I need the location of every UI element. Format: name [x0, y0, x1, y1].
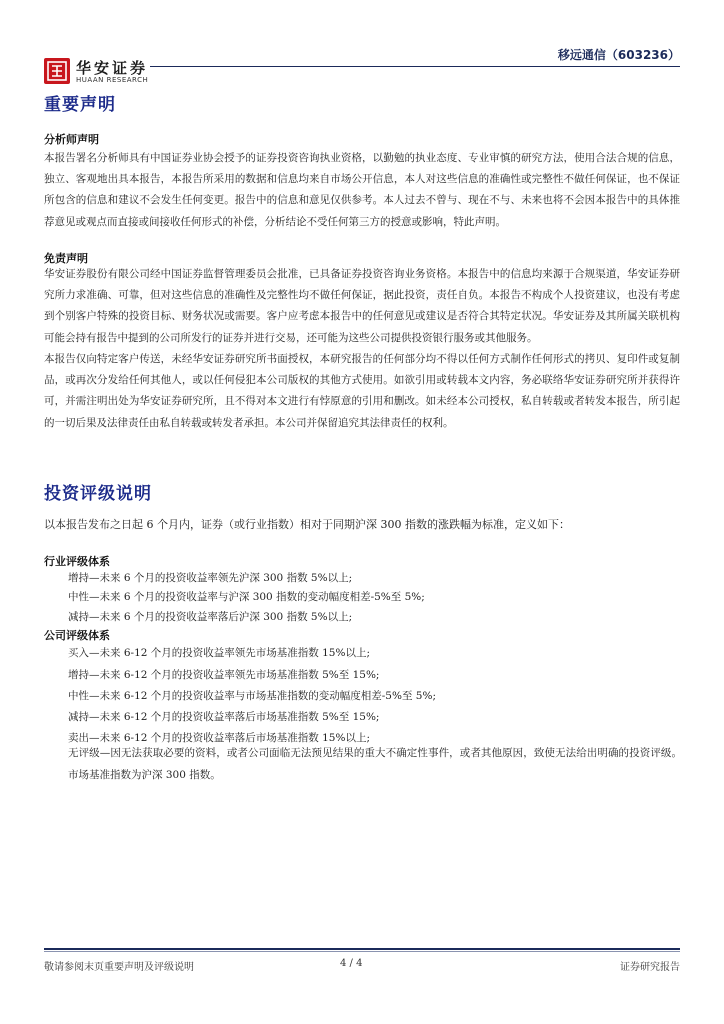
company-rating-neutral: 中性—未来 6-12 个月的投资收益率与市场基准指数的变动幅度相差-5%至 5%;	[68, 690, 437, 702]
page-header	[0, 0, 724, 90]
company-rating-buy: 买入—未来 6-12 个月的投资收益率领先市场基准指数 15%以上;	[68, 647, 370, 659]
disclaimer-title: 重要声明	[44, 95, 116, 115]
exemption-text-1: 华安证券股份有限公司经中国证券监督管理委员会批准，已具备证券投资咨询业务资格。本报告中的信息均来源于合规渠道，华安证券研究所力求准确、可靠，但对这些信息的准确性及完整性均不做任何保证，据此投资，责任自负。本报告不构成个人投资建议，也没有考虑到个别客户特殊的投资目标、财务状况或需要。客户应考虑本报告中的任何意见或建议是否符合其特定状况。华安证券及其所属关联机构可能会持有报告中提到的公司所发行的证券并进行交易，还可能为这些公司提供投资银行服务或其他服务。	[44, 268, 680, 344]
company-rating-underweight: 减持—未来 6-12 个月的投资收益率落后市场基准指数 5%至 15%;	[68, 711, 380, 723]
industry-rating-overweight: 增持—未来 6 个月的投资收益率领先沪深 300 指数 5%以上;	[68, 572, 353, 584]
footer-divider-thin	[44, 951, 680, 952]
industry-rating-heading: 行业评级体系	[44, 555, 110, 568]
page-number: 4 / 4	[340, 958, 363, 969]
footer-divider	[44, 948, 680, 950]
no-rating-text: 无评级—因无法获取必要的资料，或者公司面临无法预见结果的重大不确定性事件，或者其他原因，致使无法给出明确的投资评级。 市场基准指数为沪深 300 指数。	[68, 747, 682, 781]
footer-note: 敬请参阅末页重要声明及评级说明	[44, 962, 194, 973]
industry-rating-neutral: 中性—未来 6 个月的投资收益率与沪深 300 指数的变动幅度相差-5%至 5%;	[68, 591, 425, 603]
exemption-text-2: 本报告仅向特定客户传送，未经华安证券研究所书面授权，本研究报告的任何部分均不得以任何方式制作任何形式的拷贝、复印件或复制品，或再次分发给任何其他人，或以任何侵犯本公司版权的其他方式使用。如欲引用或转载本文内容，务必联络华安证券研究所并获得许可，并需注明出处为华安证券研究所，且不得对本文进行有悖原意的引用和删改。如未经本公司授权，私自转载或者转发本报告，所引起的一切后果及法律责任由私自转载或转发者承担。本公司并保留追究其法律责任的权利。	[44, 353, 680, 429]
logo-text: 华安证券	[76, 59, 149, 77]
industry-rating-underweight: 减持—未来 6 个月的投资收益率落后沪深 300 指数 5%以上;	[68, 611, 353, 623]
company-rating-sell: 卖出—未来 6-12 个月的投资收益率落后市场基准指数 15%以上;	[68, 732, 370, 744]
ratings-intro: 以本报告发布之日起 6 个月内，证券（或行业指数）相对于同期沪深 300 指数的涨跌幅为标准，定义如下：	[44, 518, 570, 531]
company-rating-heading: 公司评级体系	[44, 629, 110, 642]
company-rating-overweight: 增持—未来 6-12 个月的投资收益率领先市场基准指数 5%至 15%;	[68, 669, 380, 681]
analyst-statement-heading: 分析师声明	[44, 133, 99, 146]
footer-report-type: 证券研究报告	[620, 962, 680, 973]
huaan-logo-icon	[44, 58, 70, 84]
ratings-title: 投资评级说明	[44, 484, 152, 504]
analyst-statement-text: 本报告署名分析师具有中国证券业协会授予的证券投资咨询执业资格，以勤勉的执业态度、专业审慎的研究方法，使用合法合规的信息，独立、客观地出具本报告，本报告所采用的数据和信息均来自市场公开信息，本人对这些信息的准确性或完整性不做任何保证，也不保证所包含的信息和建议不会发生任何变更。报告中的信息和意见仅供参考。本人过去不曾与、现在不与、未来也将不会因本报告中的具体推荐意见或观点而直接或间接收任何形式的补偿，分析结论不受任何第三方的授意或影响，特此声明。	[44, 152, 680, 228]
logo-subtext: HUAAN RESEARCH	[76, 76, 149, 84]
header-company: 移远通信（603236）	[557, 48, 680, 62]
exemption-heading: 免责声明	[44, 252, 88, 265]
header-divider	[150, 66, 680, 67]
